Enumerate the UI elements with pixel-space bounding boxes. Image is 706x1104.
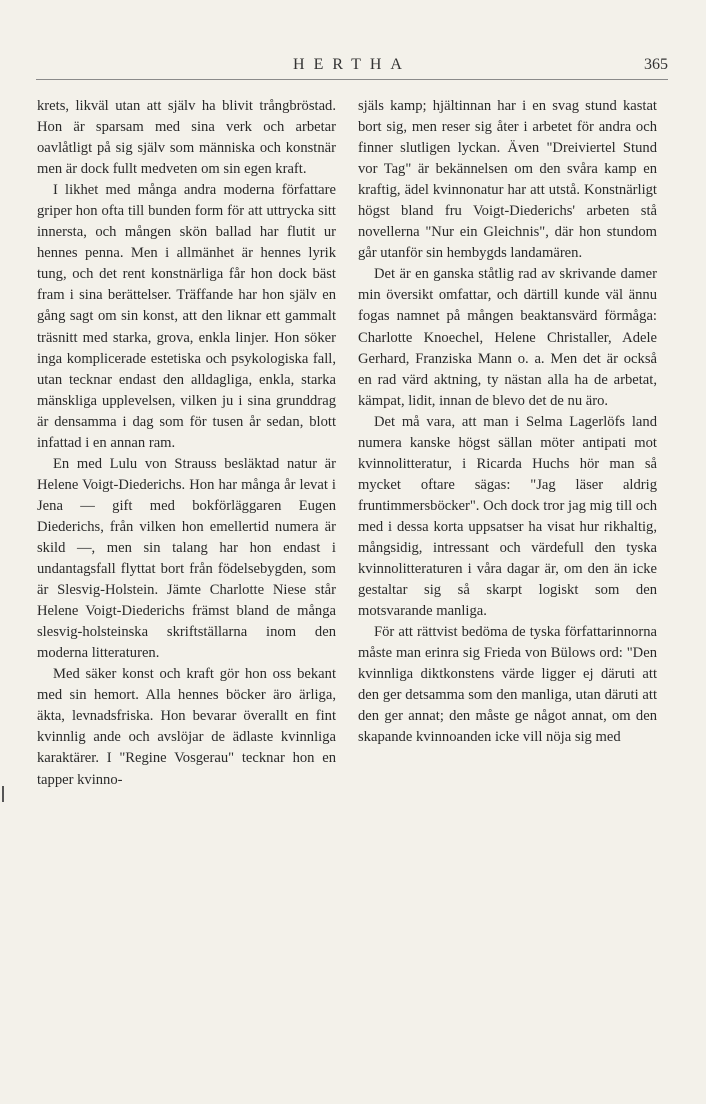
paragraph: I likhet med många andra moderna författare griper hon ofta till bunden form för att uttrycka sitt innersta, och mången skön ballad har flutit ur hennes penna. Men i allmänhet är hennes lyrik tung, och det rent konstnärliga får hon dock bäst fram i sina berättelser. Träffande har hon själv en gång sagt om sin konst, att den liknar ett gammalt träsnitt med starka, grova, enkla linjer. Hon söker inga komplicerade estetiska och psykologiska fall, utan tecknar endast den alldagliga, enkla, starka mänskliga upplevelsen, vilken ju i sina grunddrag är densamma i dag som för tusen år sedan, blott infattad i en annan ram. xyxy=(37,182,336,451)
right-column xyxy=(358,96,657,748)
running-title: HERTHA xyxy=(293,56,411,73)
page-number: 365 xyxy=(644,56,668,73)
header-rule xyxy=(36,79,668,80)
paragraph: själs kamp; hjältinnan har i en svag stund kastat bort sig, men reser sig åter i arbetet för andra och finner slutligen lyckan. Även "Dreiviertel Stund vor Tag" är bekännelsen om den svåra kamp en kraftig, ädel kvinnonatur har att utstå. Konstnärligt högst bland fru Voigt-Diederichs' arbeten stå novellerna "Nur ein Gleichnis", där hon stundom går utanför sin hembygds landamären. xyxy=(358,98,657,262)
paragraph: En med Lulu von Strauss besläktad natur är Helene Voigt-Diederichs. Hon har många år levat i Jena — gift med bokförläggaren Eugen Diederichs, från vilken hon emellertid numera är skild —, men sin talang har hon endast i undantagsfall flyttat bort från födelsebygden, som är Slesvig-Holstein. Jämte Charlotte Niese står Helene Voigt-Diederichs främst bland de många slesvig-holsteinska skriftställarna inom den moderna litteraturen. xyxy=(37,455,336,662)
running-head xyxy=(36,56,668,82)
paragraph: krets, likväl utan att själv ha blivit trångbröstad. Hon är sparsam med sina verk och arbetar oavlåtligt på sig själv som människa och konstnär men är dock fullt medveten om sin egen kraft. xyxy=(37,98,336,178)
paragraph: För att rättvist bedöma de tyska författarinnorna måste man erinra sig Frieda von Bülows ord: "Den kvinnliga diktkonstens värde ligger ej däruti att den ger detsamma som den manliga, utan däruti att den ger annat; den måste ge något annat, om den skapande kvinnoanden icke vill nöja sig med xyxy=(358,624,657,746)
margin-mark xyxy=(2,786,4,802)
left-column xyxy=(37,96,336,791)
paragraph: Det må vara, att man i Selma Lagerlöfs land numera kanske högst sällan möter antipati mot kvinnolitteratur, i Ricarda Huchs hör man så mycket oftare sägas: "Jag läser aldrig fruntimmersböcker". Och dock tror jag mig till och med i dessa korta uppsatser ha visat hur rikhaltig, mångsidig, intressant och värdefull den tyska kvinnolitteraturen i våra dagar är, om den än icke gestaltar sig så skarpt logiskt som den motsvarande manliga. xyxy=(358,413,657,620)
paragraph: Med säker konst och kraft gör hon oss bekant med sin hemort. Alla hennes böcker äro ärliga, äkta, levnadsfriska. Hon bevarar överallt en fint kvinnlig ande och avslöjar de ädlaste kvinnliga karaktärer. I "Regine Vosgerau" tecknar hon en tapper kvinno- xyxy=(37,666,336,788)
paragraph: Det är en ganska ståtlig rad av skrivande damer min översikt omfattar, och därtill kunde väl ännu fogas namnet på mången beaktansvärd förmåga: Charlotte Knoechel, Helene Christaller, Adele Gerhard, Franziska Mann o. a. Men det är också en rad värd aktning, ty nästan alla ha de arbetat, kämpat, lidit, innan de blevo det de nu äro. xyxy=(358,266,657,409)
